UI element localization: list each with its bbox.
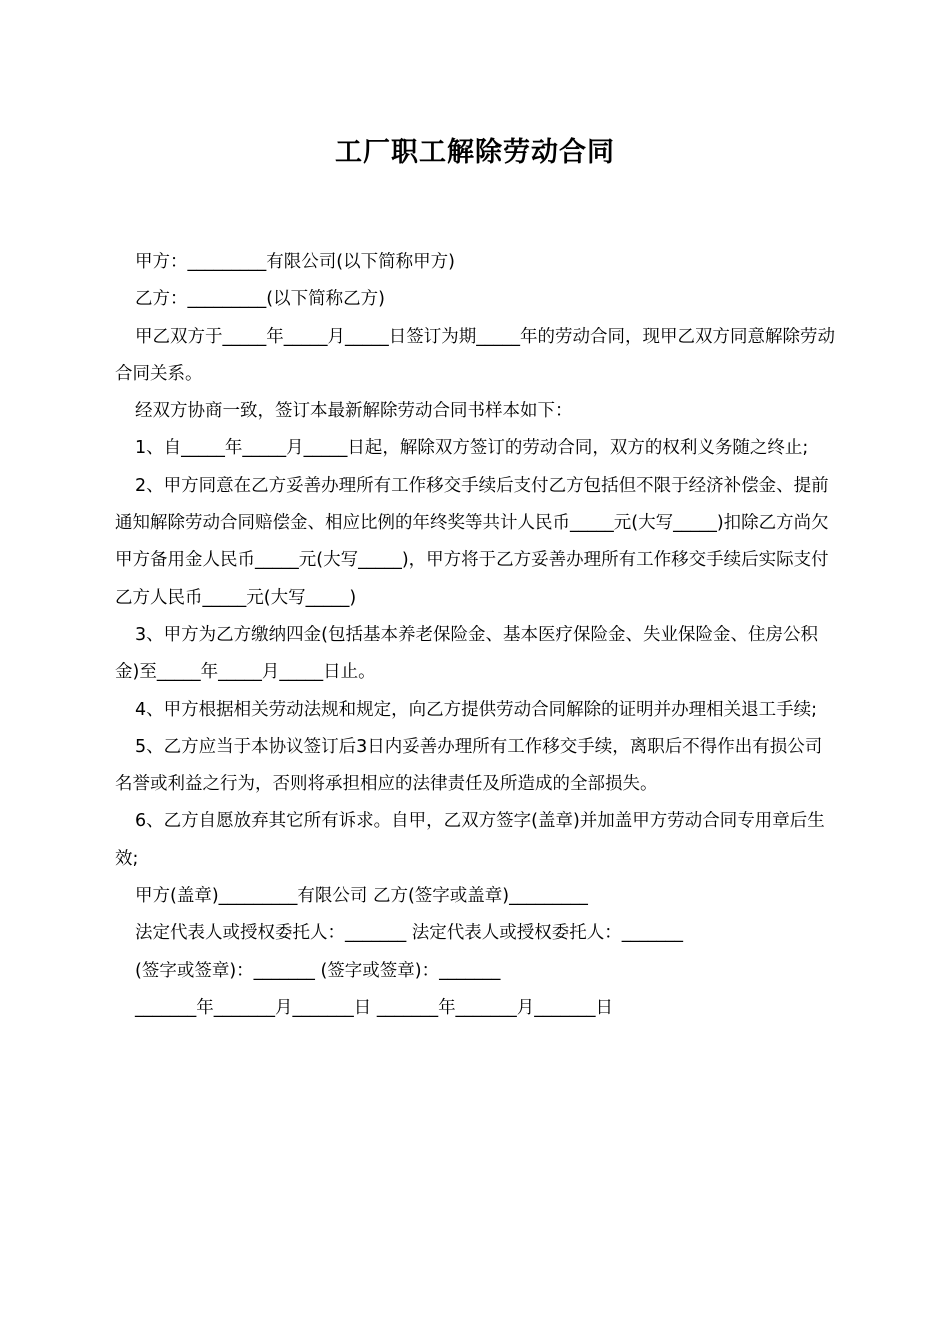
party-b-line: 乙方：_________(以下简称乙方) (135, 289, 385, 310)
document-title: 工厂职工解除劳动合同 (335, 137, 615, 168)
clause-2: 2、甲方同意在乙方妥善办理所有工作移交手续后支付乙方包括但不限于经济补偿金、提前通知解除劳动合同赔偿金、相应比例的年终奖等共计人民币_____元(大写_____)扣除乙方尚欠甲方备用金人民币_____元(大写_____)，甲方将于乙方妥善办理所有工作移交手续后实际支付乙方人民币_____元(大写_____) (115, 475, 829, 608)
clause-5: 5、乙方应当于本协议签订后3日内妥善办理所有工作移交手续，离职后不得作出有损公司名誉或利益之行为，否则将承担相应的法律责任及所造成的全部损失。 (115, 736, 823, 795)
signature-seal-line: 甲方(盖章)_________有限公司 乙方(签字或盖章)_________ (135, 886, 588, 907)
clause-1: 1、自_____年_____月_____日起，解除双方签订的劳动合同，双方的权利义务随之终止; (135, 438, 809, 459)
document-body (115, 244, 835, 1027)
clause-6: 6、乙方自愿放弃其它所有诉求。自甲，乙双方签字(盖章)并加盖甲方劳动合同专用章后生效; (115, 811, 825, 869)
preamble-paragraph: 甲乙双方于_____年_____月_____日签订为期_____年的劳动合同，现甲乙双方同意解除劳动合同关系。 (115, 326, 835, 384)
signature-line: (签字或签章)：_______ (签字或签章)：_______ (135, 960, 501, 981)
agreement-intro: 经双方协商一致，签订本最新解除劳动合同书样本如下： (135, 401, 573, 422)
date-line: _______年_______月_______日 _______年_______月_______日 (135, 997, 614, 1018)
clause-4: 4、甲方根据相关劳动法规和规定，向乙方提供劳动合同解除的证明并办理相关退工手续; (135, 699, 818, 720)
party-a-line: 甲方：_________有限公司(以下简称甲方) (135, 252, 455, 272)
legal-representative-line: 法定代表人或授权委托人：_______ 法定代表人或授权委托人：_______ (135, 923, 684, 944)
clause-3: 3、甲方为乙方缴纳四金(包括基本养老保险金、基本医疗保险金、失业保险金、住房公积金)至_____年_____月_____日止。 (115, 624, 818, 683)
